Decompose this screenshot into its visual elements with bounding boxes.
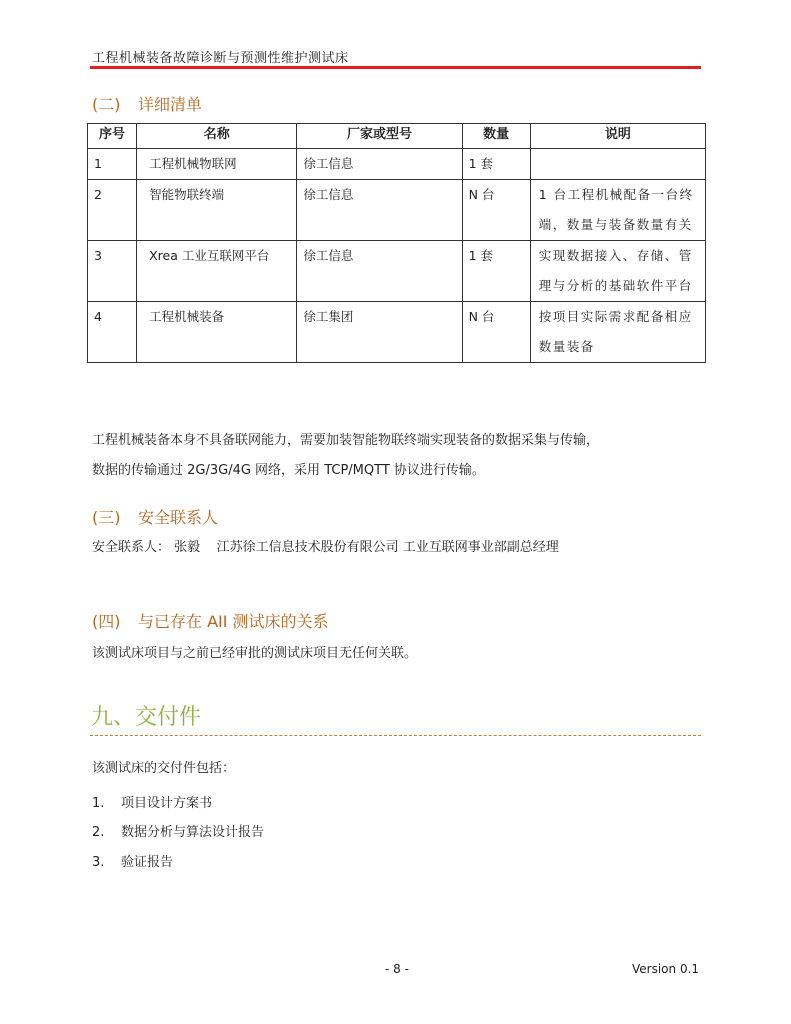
cell-vendor: 徐工信息 bbox=[297, 180, 462, 241]
table-row bbox=[88, 241, 706, 302]
table-row bbox=[88, 302, 706, 363]
section-number: (三) bbox=[92, 508, 121, 527]
list-item bbox=[92, 792, 212, 811]
col-header-vendor: 厂家或型号 bbox=[297, 124, 462, 149]
list-label: 项目设计方案书 bbox=[121, 796, 213, 811]
running-header: 工程机械装备故障诊断与预测性维护测试床 bbox=[92, 51, 349, 66]
col-header-desc: 说明 bbox=[530, 124, 705, 149]
document-version: Version 0.1 bbox=[632, 962, 700, 976]
cell-vendor: 徐工信息 bbox=[297, 241, 462, 302]
section-number: (二) bbox=[92, 95, 121, 114]
chapter-heading-deliverables: 九、交付件 bbox=[91, 705, 202, 730]
table-row bbox=[88, 149, 706, 180]
section-heading-detail-list bbox=[92, 92, 202, 115]
section-title: 安全联系人 bbox=[138, 508, 219, 527]
cell-qty: 1 套 bbox=[462, 241, 530, 302]
paragraph-line: 数据的传输通过 2G/3G/4G 网络，采用 TCP/MQTT 协议进行传输。 bbox=[92, 463, 485, 478]
cell-no: 3 bbox=[88, 241, 137, 302]
list-item bbox=[92, 851, 173, 870]
section-number: (四) bbox=[92, 612, 121, 631]
table-row bbox=[88, 180, 706, 241]
cell-name: 智能物联终端 bbox=[137, 180, 297, 241]
cell-no: 2 bbox=[88, 180, 137, 241]
cell-no: 4 bbox=[88, 302, 137, 363]
section-heading-aii-relation bbox=[92, 609, 329, 632]
cell-qty: N 台 bbox=[462, 302, 530, 363]
list-item bbox=[92, 821, 264, 840]
cell-desc bbox=[530, 149, 705, 180]
cell-name: 工程机械装备 bbox=[137, 302, 297, 363]
list-label: 数据分析与算法设计报告 bbox=[121, 825, 265, 840]
paragraph-line: 工程机械装备本身不具备联网能力，需要加装智能物联终端实现装备的数据采集与传输， bbox=[92, 433, 600, 448]
table-header-row bbox=[88, 124, 706, 149]
cell-desc: 按项目实际需求配备相应数量装备 bbox=[530, 302, 705, 363]
list-label: 验证报告 bbox=[121, 855, 174, 870]
list-number: 2. bbox=[92, 825, 105, 840]
chapter-rule bbox=[90, 735, 701, 736]
cell-name: Xrea 工业互联网平台 bbox=[137, 241, 297, 302]
relation-text: 该测试床项目与之前已经审批的测试床项目无任何关联。 bbox=[92, 646, 418, 661]
body-paragraph-networking bbox=[92, 426, 599, 486]
section-title: 与已存在 AII 测试床的关系 bbox=[138, 612, 329, 631]
page-number: - 8 - bbox=[385, 962, 409, 976]
cell-no: 1 bbox=[88, 149, 137, 180]
col-header-qty: 数量 bbox=[462, 124, 530, 149]
col-header-no: 序号 bbox=[88, 124, 137, 149]
deliverables-intro: 该测试床的交付件包括： bbox=[92, 761, 236, 776]
cell-desc: 1 台工程机械配备一台终端，数量与装备数量有关 bbox=[530, 180, 705, 241]
list-number: 1. bbox=[92, 796, 105, 811]
section-heading-security-contact bbox=[92, 505, 218, 528]
section-title: 详细清单 bbox=[138, 95, 203, 114]
list-number: 3. bbox=[92, 855, 105, 870]
cell-qty: N 台 bbox=[462, 180, 530, 241]
header-rule bbox=[90, 66, 701, 69]
col-header-name: 名称 bbox=[137, 124, 297, 149]
cell-vendor: 徐工集团 bbox=[297, 302, 462, 363]
cell-desc: 实现数据接入、存储、管理与分析的基础软件平台 bbox=[530, 241, 705, 302]
cell-name: 工程机械物联网 bbox=[137, 149, 297, 180]
cell-vendor: 徐工信息 bbox=[297, 149, 462, 180]
cell-qty: 1 套 bbox=[462, 149, 530, 180]
security-contact-text: 安全联系人： 张毅 江苏徐工信息技术股份有限公司 工业互联网事业部副总经理 bbox=[92, 540, 559, 555]
detail-list-table bbox=[87, 123, 706, 363]
